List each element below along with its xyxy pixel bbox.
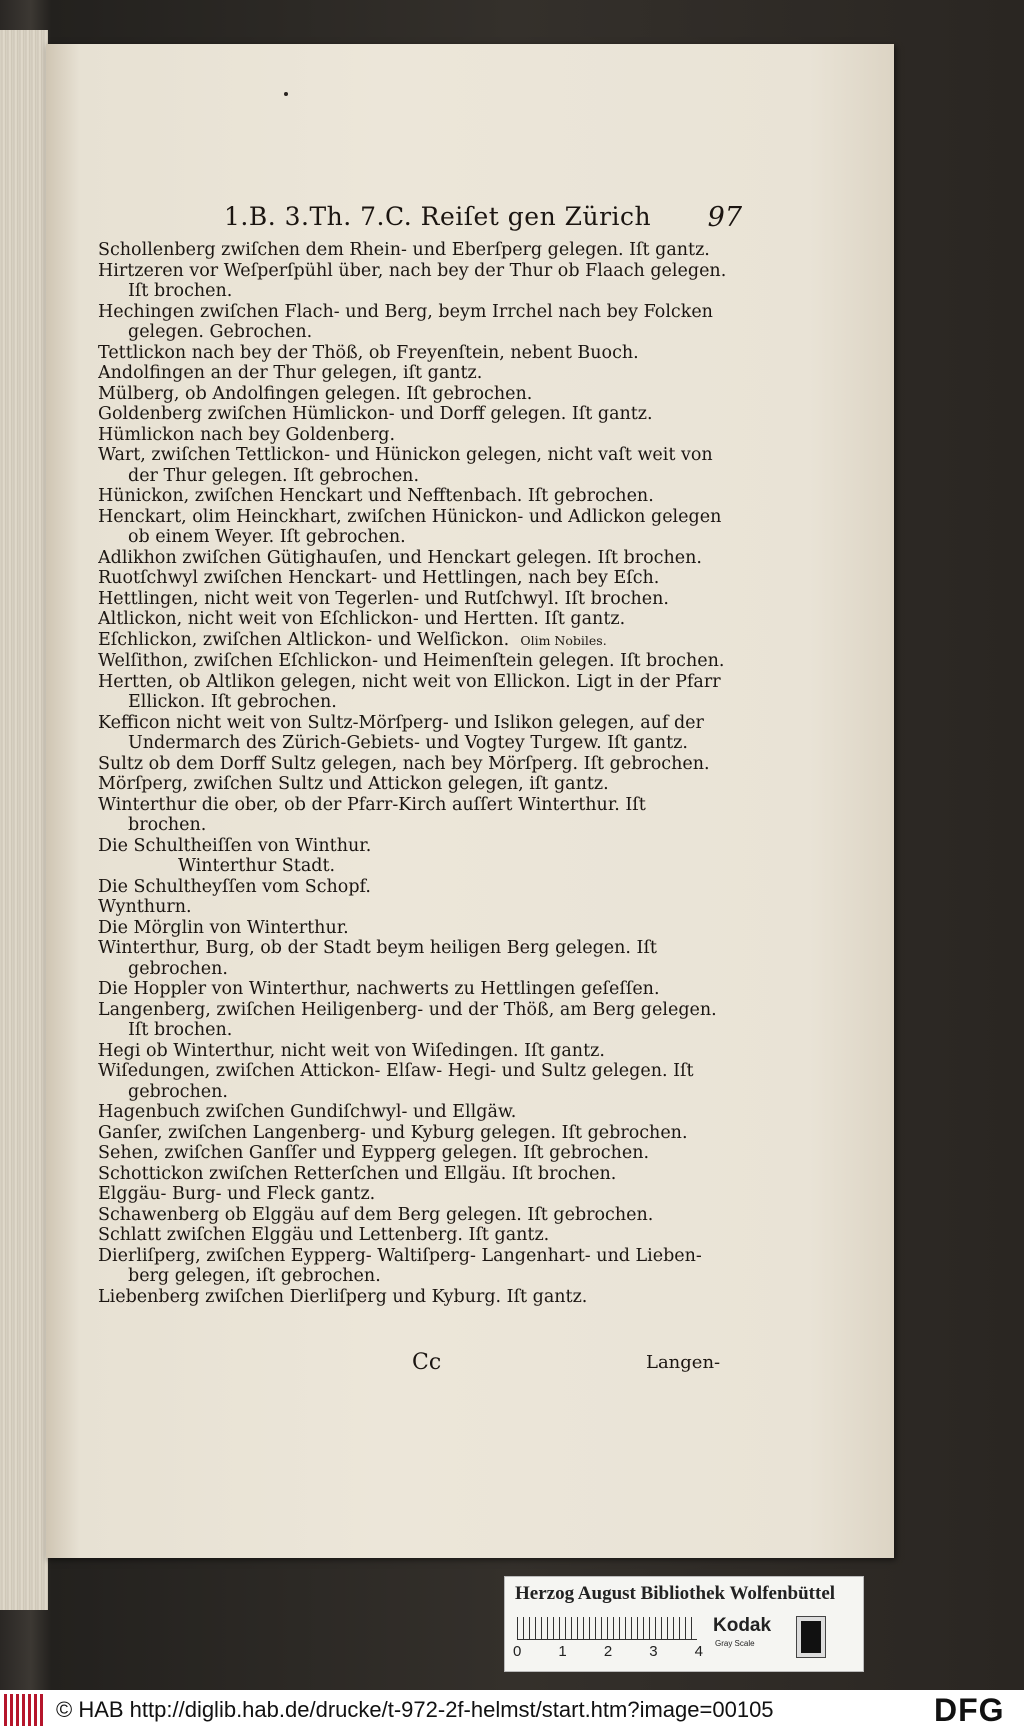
library-name: Herzog August Bibliothek Wolfenbüttel xyxy=(515,1583,836,1604)
text-line: Schollenberg zwiſchen dem Rhein- und Eberſperg gelegen. Iſt gantz. xyxy=(98,240,710,260)
ruler-numbers xyxy=(513,1643,703,1660)
text-line: Sultz ob dem Dorff Sultz gelegen, nach bey Mörſperg. Iſt gebrochen. xyxy=(98,753,710,774)
page-speck xyxy=(284,92,288,96)
catchword: Langen- xyxy=(646,1352,721,1373)
text-line: Schlatt zwiſchen Elggäu und Lettenberg. Iſt gantz. xyxy=(98,1225,550,1245)
text-line: berg gelegen, iſt gebrochen. xyxy=(128,1266,381,1286)
text-line: gebrochen. xyxy=(128,1081,228,1102)
text-line: gelegen. Gebrochen. xyxy=(128,322,313,342)
dfg-logo: DFG xyxy=(934,1692,1005,1728)
text-line: Liebenberg zwiſchen Dierliſperg und Kyburg. Iſt gantz. xyxy=(98,1286,588,1307)
text-line: Winterthur Stadt. xyxy=(178,856,336,876)
header-title: 1.B. 3.Th. 7.C. Reiſet gen Zürich xyxy=(224,202,652,231)
text-line: Schottickon zwiſchen Retterſchen und Ellgäu. Iſt brochen. xyxy=(98,1163,617,1184)
text-line: Dierliſperg, zwiſchen Eypperg- Waltiſperg- Langenhart- und Lieben- xyxy=(98,1245,702,1266)
scale-ruler xyxy=(517,1617,697,1640)
text-line: Mörſperg, zwiſchen Sultz und Attickon gelegen, iſt gantz. xyxy=(98,774,609,794)
left-page-edges xyxy=(0,30,48,1610)
text-line: Hechingen zwiſchen Flach- und Berg, beym Irrchel nach bey Folcken xyxy=(98,301,713,322)
text-line: Iſt brochen. xyxy=(128,281,233,301)
text-line: Kefficon nicht weit von Sultz-Mörſperg- und Islikon gelegen, auf der xyxy=(98,712,704,733)
text-line: Wart, zwiſchen Tettlickon- und Hünickon gelegen, nicht vaſt weit von xyxy=(98,445,713,465)
text-line: Ganſer, zwiſchen Langenberg- und Kyburg gelegen. Iſt gebrochen. xyxy=(98,1122,688,1143)
text-line: Winterthur, Burg, ob der Stadt beym heiligen Berg gelegen. Iſt xyxy=(98,938,657,958)
text-line: Schawenberg ob Elggäu auf dem Berg gelegen. Iſt gebrochen. xyxy=(98,1204,654,1225)
text-line: Winterthur die ober, ob der Pfarr-Kirch auſſert Winterthur. Iſt xyxy=(98,794,646,815)
text-line: Wynthurn. xyxy=(98,897,192,917)
text-line: Die Schultheyſſen vom Schopf. xyxy=(98,876,371,897)
text-line: Henckart, olim Heinckhart, zwiſchen Hünickon- und Adlickon gelegen xyxy=(98,506,722,527)
text-line xyxy=(98,630,738,652)
text-line-main: Eſchlickon, zwiſchen Altlickon- und Welſickon. xyxy=(98,629,510,650)
text-line: Hegi ob Winterthur, nicht weit von Wiſedingen. Iſt gantz. xyxy=(98,1040,605,1061)
body-text xyxy=(98,240,738,1307)
text-line: Iſt brochen. xyxy=(128,1020,233,1040)
ruler-number: 0 xyxy=(513,1643,522,1660)
ruler-number: 1 xyxy=(558,1643,567,1660)
text-line: Sehen, zwiſchen Ganſſer und Eypperg gelegen. Iſt gebrochen. xyxy=(98,1143,650,1163)
ruler-number: 4 xyxy=(694,1643,703,1660)
text-line: Hirtzeren vor Weſperſpühl über, nach bey der Thur ob Flaach gelegen. xyxy=(98,260,727,281)
gray-scale-text: Gray Scale xyxy=(715,1639,755,1648)
hab-logo-icon xyxy=(4,1694,46,1726)
text-line: Altlickon, nicht weit von Eſchlickon- und Hertten. Iſt gantz. xyxy=(98,609,626,629)
text-line: Hertten, ob Altlikon gelegen, nicht weit von Ellickon. Ligt in der Pfarr xyxy=(98,671,721,692)
text-line: Hagenbuch zwiſchen Gundiſchwyl- und Ellgäw. xyxy=(98,1102,517,1122)
text-line: Andolfingen an der Thur gelegen, iſt gantz. xyxy=(98,363,483,383)
gray-swatch xyxy=(797,1617,825,1657)
olim-nobiles-note: Olim Nobiles. xyxy=(520,632,607,648)
text-line: Wiſedungen, zwiſchen Attickon- Elſaw- Hegi- und Sultz gelegen. Iſt xyxy=(98,1061,694,1081)
ruler-number: 2 xyxy=(603,1643,613,1660)
text-line: Langenberg, zwiſchen Heiligenberg- und der Thöß, am Berg gelegen. xyxy=(98,999,717,1020)
copyright-link[interactable]: © HAB http://diglib.hab.de/drucke/t-972-2f-helmst/start.htm?image=00105 xyxy=(56,1697,774,1722)
text-line: Die Mörglin von Winterthur. xyxy=(98,917,349,938)
kodak-logo: Kodak xyxy=(713,1615,772,1636)
text-line: Die Hoppler von Winterthur, nachwerts zu Hettlingen geſeſſen. xyxy=(98,979,660,999)
text-line: Undermarch des Zürich-Gebiets- und Vogtey Turgew. Iſt gantz. xyxy=(128,733,688,753)
running-header xyxy=(224,202,742,238)
text-line: Ellickon. Iſt gebrochen. xyxy=(128,692,337,712)
text-line: gebrochen. xyxy=(128,958,228,979)
text-line: Ruotſchwyl zwiſchen Henckart- und Hettlingen, nach bey Eſch. xyxy=(98,568,660,588)
text-line: Hümlickon nach bey Goldenberg. xyxy=(98,424,396,445)
text-line: Die Schultheiſſen von Winthur. xyxy=(98,835,372,856)
text-line: Elggäu- Burg- und Fleck gantz. xyxy=(98,1184,376,1204)
text-line: Welſithon, zwiſchen Eſchlickon- und Heimenſtein gelegen. Iſt brochen. xyxy=(98,651,725,671)
text-line: Goldenberg zwiſchen Hümlickon- und Dorff gelegen. Iſt gantz. xyxy=(98,404,653,424)
ruler-number: 3 xyxy=(649,1643,658,1660)
signature-mark: Cc xyxy=(412,1350,442,1375)
text-line: Adlikhon zwiſchen Gütighauſen, und Henckart gelegen. Iſt brochen. xyxy=(98,547,702,568)
text-line: der Thur gelegen. Iſt gebrochen. xyxy=(128,465,420,486)
text-line: ob einem Weyer. Iſt gebrochen. xyxy=(128,527,406,547)
text-line: Hettlingen, nicht weit von Tegerlen- und Rutſchwyl. Iſt brochen. xyxy=(98,588,669,609)
text-line: Mülberg, ob Andolfingen gelegen. Iſt gebrochen. xyxy=(98,383,533,404)
text-line: Hünickon, zwiſchen Henckart und Nefftenbach. Iſt gebrochen. xyxy=(98,486,654,506)
text-line: Tettlickon nach bey der Thöß, ob Freyenſtein, nebent Buoch. xyxy=(98,342,639,363)
text-line: brochen. xyxy=(128,815,207,835)
color-target-label xyxy=(504,1576,864,1672)
page-number: 97 xyxy=(707,202,742,233)
footer-bar xyxy=(0,1690,1024,1730)
